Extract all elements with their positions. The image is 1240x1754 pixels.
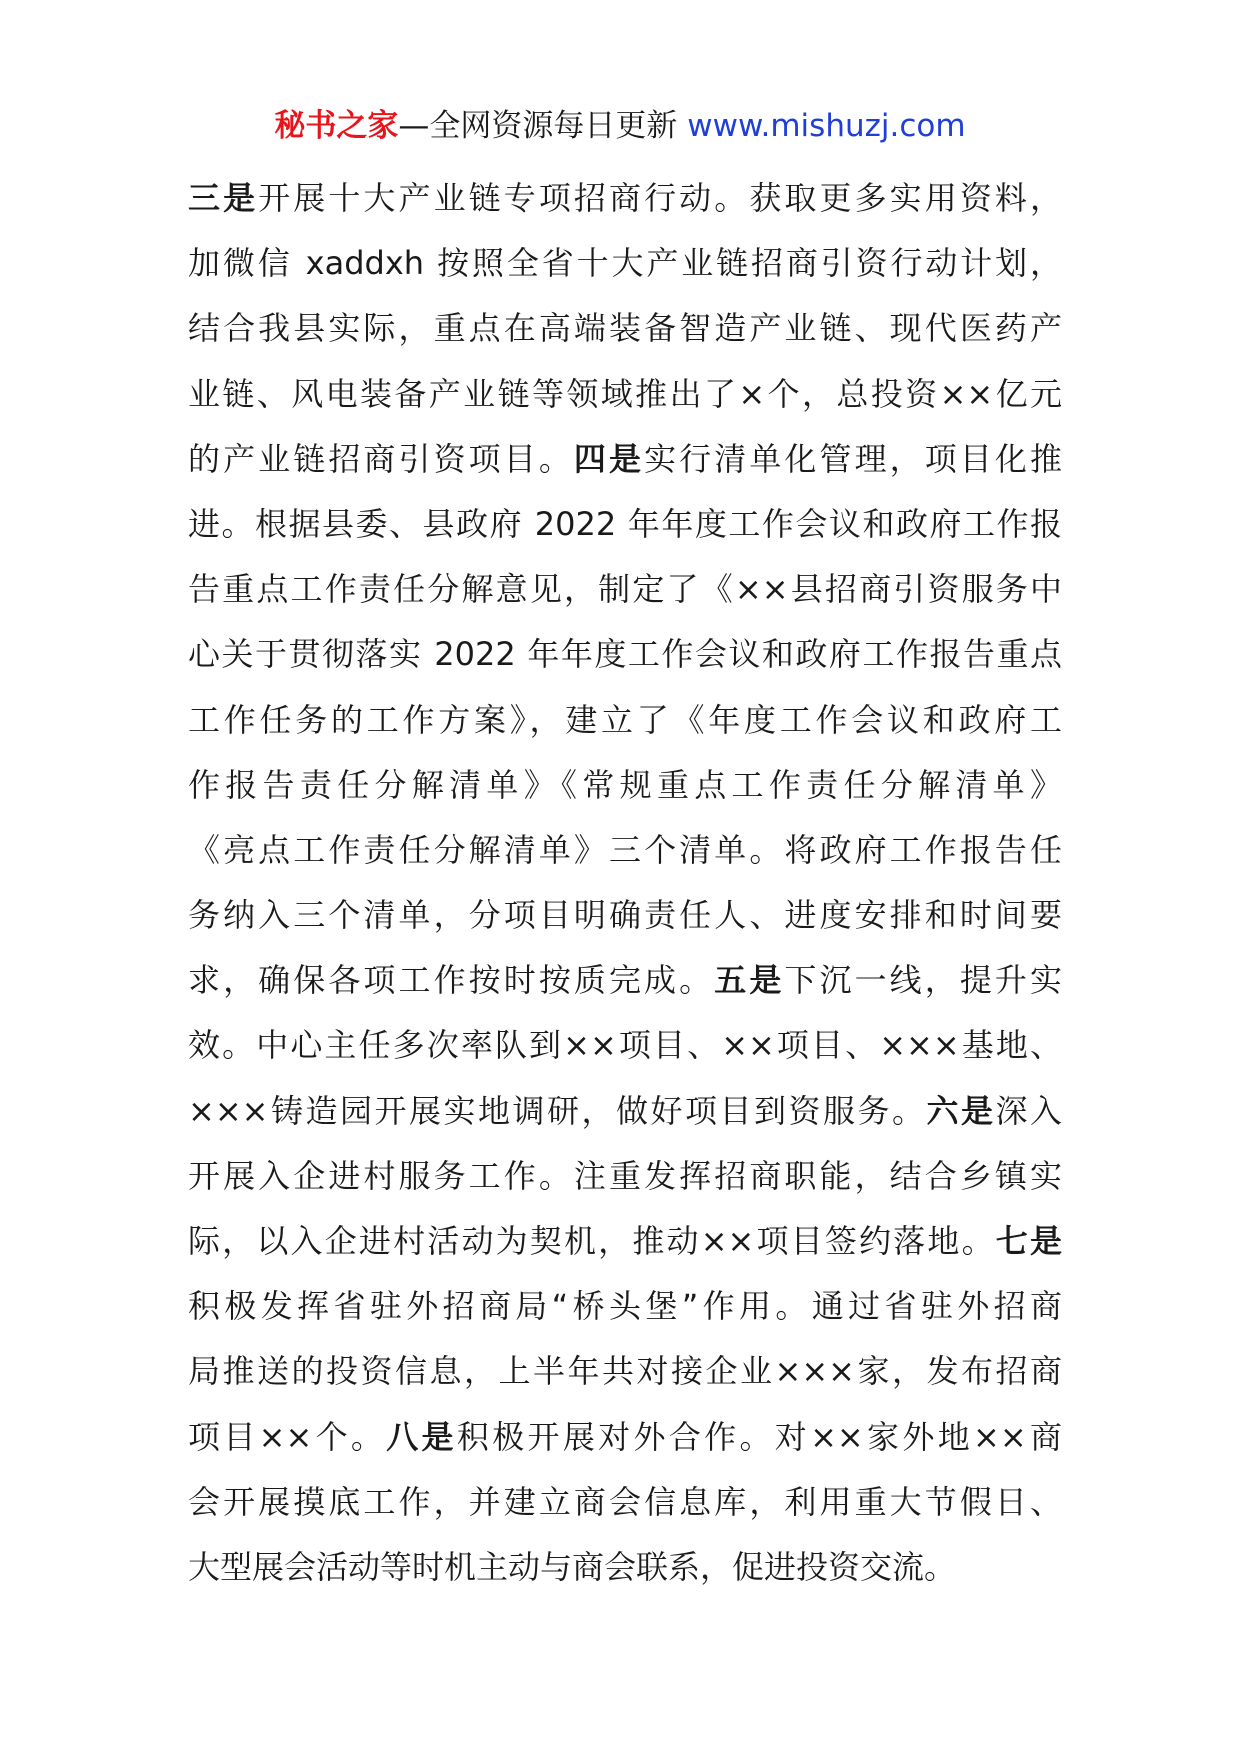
- text-line: 作报告责任分解清单》《常规重点工作责任分解清单》: [188, 765, 1062, 804]
- text-line: 务纳入三个清单，分项目明确责任人、进度安排和时间要: [188, 896, 1062, 935]
- text-line: 结合我县实际，重点在高端装备智造产业链、现代医药产: [188, 309, 1062, 348]
- text-line: 加微信 xaddxh 按照全省十大产业链招商引资行动计划，: [188, 244, 1062, 283]
- text-line: 效。中心主任多次率队到××项目、××项目、×××基地、: [188, 1026, 1062, 1065]
- text-line: 求，确保各项工作按时按质完成。五是下沉一线，提升实: [188, 961, 1062, 1000]
- site-header: [0, 104, 1240, 148]
- text-line: 局推送的投资信息，上半年共对接企业×××家，发布招商: [188, 1352, 1062, 1391]
- site-url[interactable]: www.mishuzj.com: [687, 108, 966, 144]
- text-line: 会开展摸底工作，并建立商会信息库，利用重大节假日、: [188, 1482, 1062, 1521]
- bold-keyword: 六是: [926, 1091, 996, 1130]
- text-line: 项目××个。八是积极开展对外合作。对××家外地××商: [188, 1417, 1062, 1456]
- text-line: 《亮点工作责任分解清单》三个清单。将政府工作报告任: [188, 830, 1062, 869]
- text-line: 开展入企进村服务工作。注重发挥招商职能，结合乡镇实: [188, 1156, 1062, 1195]
- text-line: 告重点工作责任分解意见，制定了《××县招商引资服务中: [188, 570, 1062, 609]
- text-line: 进。根据县委、县政府 2022 年年度工作会议和政府工作报: [188, 504, 1062, 543]
- bold-keyword: 七是: [995, 1222, 1062, 1260]
- text-line: 大型展会活动等时机主动与商会联系，促进投资交流。: [188, 1547, 957, 1586]
- text-line: ×××铸造园开展实地调研，做好项目到资服务。六是深入: [188, 1091, 1062, 1130]
- bold-keyword: 四是: [573, 439, 645, 478]
- bold-keyword: 八是: [386, 1417, 457, 1456]
- bold-keyword: 五是: [714, 961, 785, 1000]
- text-line: 际，以入企进村活动为契机，推动××项目签约落地。七是: [188, 1222, 1062, 1260]
- site-brand: 秘书之家: [274, 108, 399, 144]
- text-line: 的产业链招商引资项目。四是实行清单化管理，项目化推: [188, 439, 1062, 478]
- text-line: 工作任务的工作方案》，建立了《年度工作会议和政府工: [188, 700, 1062, 739]
- text-line: 心关于贯彻落实 2022 年年度工作会议和政府工作报告重点: [188, 635, 1062, 674]
- bold-keyword: 三是: [188, 179, 259, 217]
- text-line: 业链、风电装备产业链等领域推出了×个，总投资××亿元: [188, 374, 1062, 413]
- text-line: 三是开展十大产业链专项招商行动。获取更多实用资料，: [188, 179, 1062, 217]
- site-tagline: —全网资源每日更新: [398, 108, 688, 144]
- text-line: 积极发挥省驻外招商局“桥头堡”作用。通过省驻外招商: [188, 1287, 1062, 1326]
- document-body: [188, 166, 1062, 1600]
